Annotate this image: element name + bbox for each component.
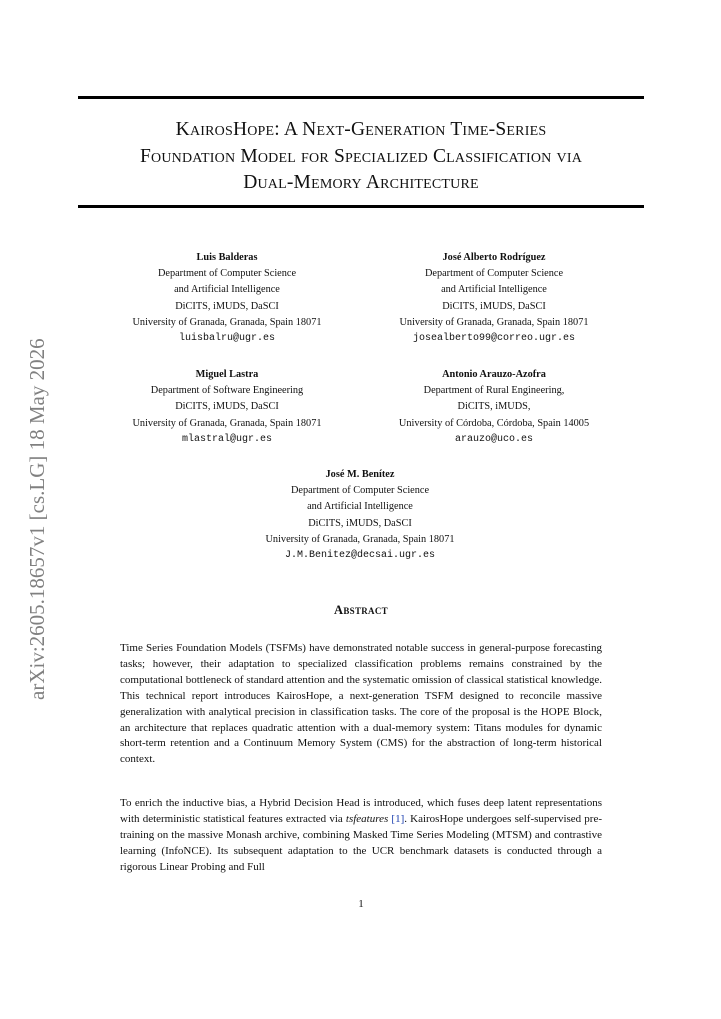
citation-link[interactable]: [1] (391, 812, 405, 825)
author-affiliation: University of Granada, Granada, Spain 18071 (132, 417, 322, 429)
author-affiliation: and Artificial Intelligence (174, 284, 280, 296)
title-line-3: Dual-Memory Architecture (243, 172, 479, 193)
author-email: mlastral@ugr.es (181, 433, 272, 445)
abstract-text: To enrich the inductive bias, a Hybrid Decision Head is introduced, which fuses deep latent representations with deterministic statistical features extracted via (120, 797, 602, 825)
abstract-paragraph-2 (120, 796, 602, 876)
title-line-2: Foundation Model for Specialized Classification via (139, 145, 583, 167)
author-name: Miguel Lastra (195, 369, 259, 380)
author-affiliation: University of Córdoba, Córdoba, Spain 14005 (398, 417, 590, 429)
author-affiliation: Department of Computer Science (157, 268, 297, 280)
abstract-heading: Abstract (334, 603, 388, 617)
author-block-2 (364, 250, 624, 347)
author-affiliation: DiCITS, iMUDS, (457, 401, 531, 413)
arxiv-sidebar-stamp: arXiv:2605.18657v1 [cs.LG] 18 May 2026 (25, 338, 49, 700)
author-affiliation: University of Granada, Granada, Spain 18071 (132, 316, 322, 328)
author-email: josealberto99@correo.ugr.es (412, 333, 576, 345)
author-block-3 (97, 367, 357, 448)
author-affiliation: Department of Computer Science (424, 268, 564, 280)
author-affiliation: and Artificial Intelligence (441, 284, 547, 296)
author-name: Antonio Arauzo-Azofra (442, 369, 546, 380)
author-email: J.M.Benitez@decsai.ugr.es (284, 550, 436, 562)
title-top-rule (78, 96, 644, 99)
author-name: José M. Benítez (325, 469, 395, 480)
page-number: 1 (358, 898, 364, 910)
author-email: luisbalru@ugr.es (178, 333, 275, 345)
author-affiliation: University of Granada, Granada, Spain 18071 (265, 533, 455, 545)
author-affiliation: DiCITS, iMUDS, DaSCI (175, 401, 279, 413)
abstract-paragraph-1: Time Series Foundation Models (TSFMs) have demonstrated notable success in general-purpose forecasting tasks; however, their adaptation to specialized classification problems remains constrained by the computational bottleneck of standard attention and the systematic omission of classical statistical knowledge. This technical report introduces KairosHope, a next-generation TSFM designed to reconcile massive generalization with analytical precision in classification tasks. The core of the proposal is the HOPE Block, an architecture that replaces quadratic attention with a dual-memory system: Titans modules for dynamic short-term retention and a Continuum Memory System (CMS) for the abstraction of long-term historical context. (120, 642, 602, 766)
abstract-text: . KairosHope undergoes self-supervised pre-training on the massive Monash archive, combining Masked Time Series Modeling (MTSM) and contrastive learning (InfoNCE). Its subsequent adaptation to the UCR benchmark datasets is conducted through a rigorous Linear Probing and Full (120, 812, 603, 873)
title-line-1: KairosHope: A Next-Generation Time-Series (175, 119, 547, 140)
author-affiliation: and Artificial Intelligence (307, 501, 413, 513)
author-block-5 (230, 467, 490, 564)
author-block-4 (364, 367, 624, 448)
author-affiliation: University of Granada, Granada, Spain 18071 (399, 316, 589, 328)
tsfeatures-term: tsfeatures (345, 812, 389, 825)
author-affiliation: DiCITS, iMUDS, DaSCI (442, 300, 546, 312)
author-affiliation: Department of Computer Science (290, 485, 430, 497)
author-affiliation: DiCITS, iMUDS, DaSCI (308, 517, 412, 529)
author-affiliation: Department of Software Engineering (150, 385, 304, 397)
author-email: arauzo@uco.es (454, 433, 533, 445)
title-bottom-rule (78, 205, 644, 208)
author-block-1 (97, 250, 357, 347)
paper-title (78, 117, 644, 197)
author-name: José Alberto Rodríguez (442, 252, 546, 263)
author-affiliation: Department of Rural Engineering, (423, 385, 565, 397)
author-name: Luis Balderas (196, 252, 258, 263)
author-affiliation: DiCITS, iMUDS, DaSCI (175, 300, 279, 312)
